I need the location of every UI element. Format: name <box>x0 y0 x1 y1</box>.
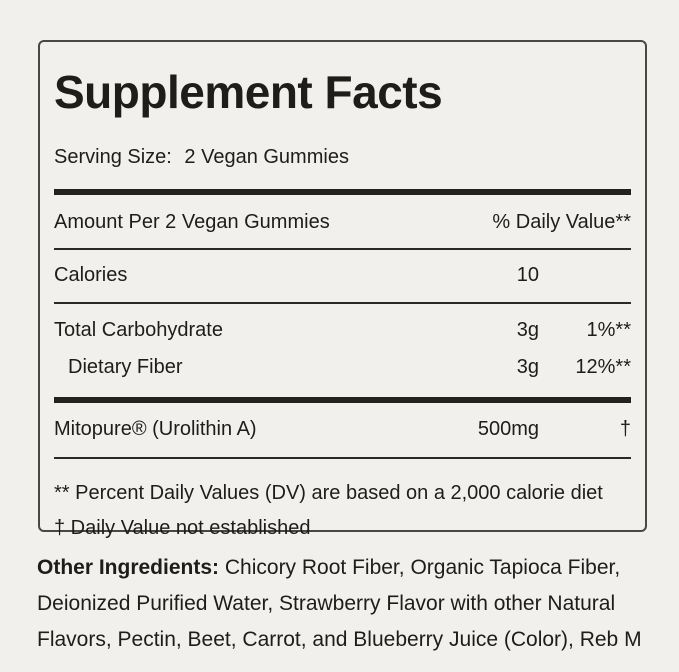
daily-value-header: % Daily Value** <box>492 211 631 233</box>
thin-divider <box>54 457 631 459</box>
nutrient-dv: † <box>619 418 631 440</box>
nutrient-name: Dietary Fiber <box>68 356 183 378</box>
serving-size-line <box>54 146 631 168</box>
nutrient-dv: 1%** <box>586 319 631 341</box>
nutrient-dv: 12%** <box>575 356 631 378</box>
nutrient-name: Total Carbohydrate <box>54 319 223 341</box>
footnotes <box>54 476 631 546</box>
serving-size-label: Serving Size: <box>54 146 172 168</box>
other-ingredients <box>37 550 652 658</box>
amount-per-header: Amount Per 2 Vegan Gummies <box>54 211 330 233</box>
nutrient-amount: 3g <box>516 356 539 378</box>
supplement-facts-panel <box>38 40 647 539</box>
nutrient-amount: 10 <box>516 264 539 286</box>
footnote-dv-not-established: † Daily Value not established <box>54 517 311 539</box>
other-ingredients-line: Flavors, Pectin, Beet, Carrot, and Blueberry Juice (Color), Reb M <box>37 628 642 651</box>
table-row-mitopure <box>54 403 631 457</box>
table-row-calories <box>54 250 631 302</box>
serving-size-value: 2 Vegan Gummies <box>184 146 349 168</box>
nutrient-amount: 3g <box>516 319 539 341</box>
panel-title: Supplement Facts <box>54 66 443 118</box>
footnote-daily-values: ** Percent Daily Values (DV) are based on a 2,000 calorie diet <box>54 482 603 504</box>
other-ingredients-line: Chicory Root Fiber, Organic Tapioca Fiber, <box>224 556 621 579</box>
nutrient-amount: 500mg <box>477 418 539 440</box>
nutrient-name: Calories <box>54 264 128 286</box>
table-row-dietary-fiber <box>54 348 631 397</box>
nutrient-name: Mitopure® (Urolithin A) <box>54 418 257 440</box>
other-ingredients-line: Deionized Purified Water, Strawberry Flavor with other Natural <box>37 592 616 615</box>
other-ingredients-label: Other Ingredients: <box>37 556 220 579</box>
table-row-total-carbohydrate <box>54 304 631 348</box>
table-header-row <box>54 195 631 248</box>
